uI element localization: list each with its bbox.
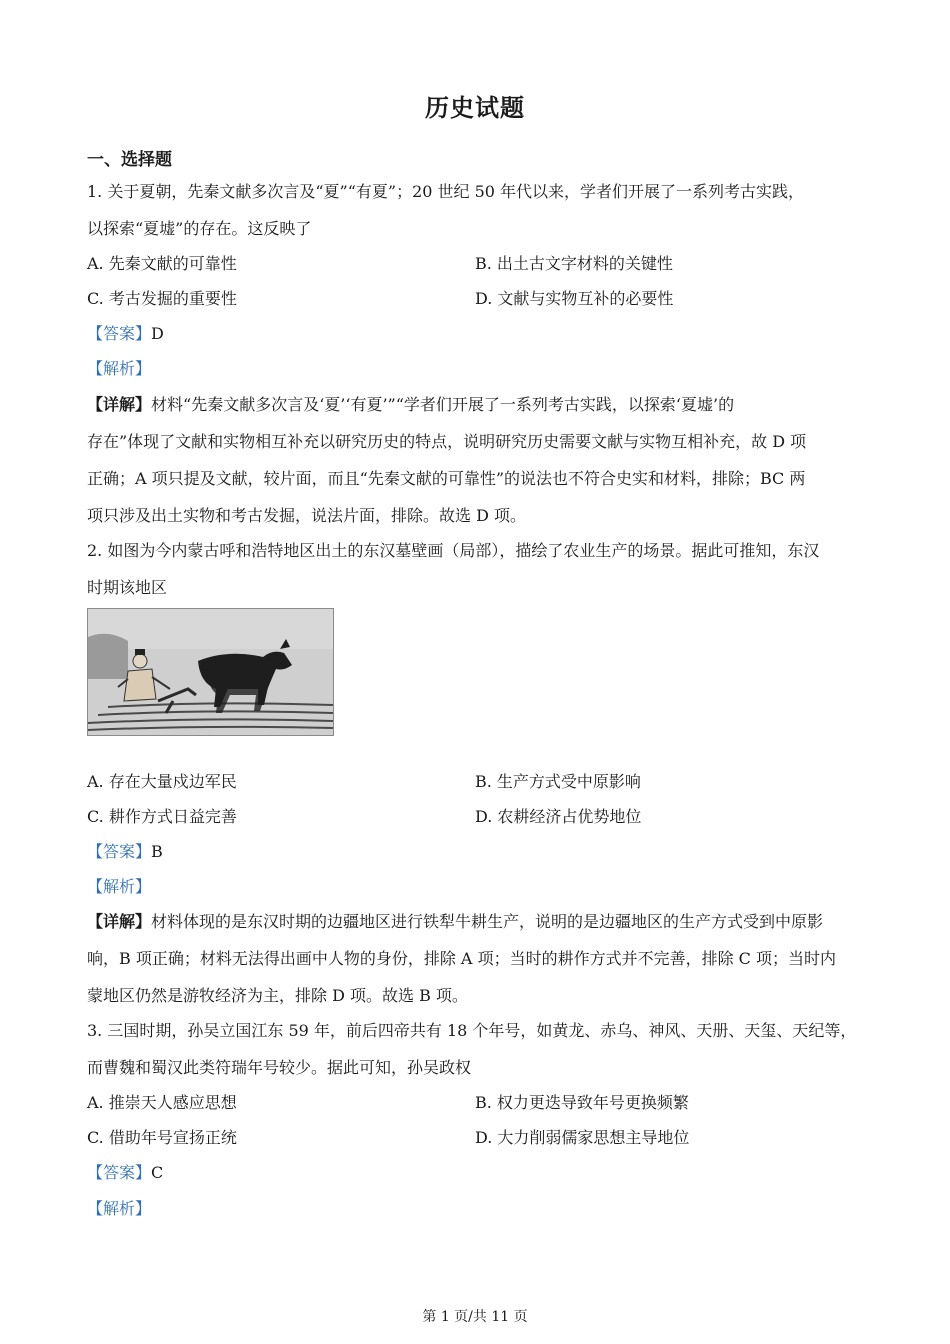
answer-tag: 【答案】 xyxy=(87,842,152,861)
q2-stem-line-1: 2. 如图为今内蒙古呼和浩特地区出土的东汉墓壁画（局部），描绘了农业生产的场景。据此可推知，东汉 xyxy=(87,541,820,560)
q2-analysis-tag: 【解析】 xyxy=(87,877,152,896)
q1-detail-line-2: 存在”体现了文献和实物相互补充以研究历史的特点，说明研究历史需要文献与实物互相补充，故 D 项 xyxy=(87,432,807,451)
detail-tag: 【详解】 xyxy=(87,912,152,931)
answer-value: B xyxy=(151,842,163,861)
q3-stem-line-1: 3. 三国时期，孙吴立国江东 59 年，前后四帝共有 18 个年号，如黄龙、赤乌、神风、天册、天玺、天纪等， xyxy=(87,1021,857,1040)
q3-analysis-tag: 【解析】 xyxy=(87,1199,152,1218)
answer-tag: 【答案】 xyxy=(87,1163,152,1182)
detail-text: 材料“先秦文献多次言及‘夏’‘有夏’”“学者们开展了一系列考古实践，以探索‘夏墟’的 xyxy=(151,395,735,414)
q2-option-c: C. 耕作方式日益完善 xyxy=(87,807,237,826)
q3-answer xyxy=(87,1162,867,1184)
q3-option-a: A. 推崇天人感应思想 xyxy=(87,1093,237,1112)
q3-stem-line-2: 而曹魏和蜀汉此类符瑞年号较少。据此可知，孙吴政权 xyxy=(87,1058,472,1077)
detail-text: 材料体现的是东汉时期的边疆地区进行铁犁牛耕生产，说明的是边疆地区的生产方式受到中原影 xyxy=(151,912,824,931)
q2-answer xyxy=(87,841,867,863)
q2-detail-line-2: 响，B 项正确；材料无法得出画中人物的身份，排除 A 项；当时的耕作方式并不完善，排除 C 项；当时内 xyxy=(87,949,836,968)
q1-stem-line-1: 1. 关于夏朝，先秦文献多次言及“夏”“有夏”；20 世纪 50 年代以来，学者们开展了一系列考古实践， xyxy=(87,182,805,201)
q1-stem-line-2: 以探索“夏墟”的存在。这反映了 xyxy=(87,219,312,238)
q2-option-b: B. 生产方式受中原影响 xyxy=(475,772,641,791)
q1-analysis-tag: 【解析】 xyxy=(87,359,152,378)
detail-tag: 【详解】 xyxy=(87,395,152,414)
mural-image xyxy=(87,608,334,736)
q3-option-b: B. 权力更迭导致年号更换频繁 xyxy=(475,1093,689,1112)
q1-detail-line-1 xyxy=(87,394,867,416)
answer-tag: 【答案】 xyxy=(87,324,152,343)
q2-option-d: D. 农耕经济占优势地位 xyxy=(475,807,642,826)
answer-value: D xyxy=(151,324,164,343)
page-footer: 第 1 页/共 11 页 xyxy=(422,1309,528,1325)
answer-value: C xyxy=(151,1163,164,1182)
ox-plowing-mural-illustration xyxy=(88,609,333,735)
page-title: 历史试题 xyxy=(425,93,525,122)
q3-option-d: D. 大力削弱儒家思想主导地位 xyxy=(475,1128,690,1147)
q2-stem-line-2: 时期该地区 xyxy=(87,578,168,597)
q1-option-d: D. 文献与实物互补的必要性 xyxy=(475,289,674,308)
q2-detail-line-1 xyxy=(87,911,867,933)
q1-option-a: A. 先秦文献的可靠性 xyxy=(87,254,237,273)
q1-detail-line-3: 正确；A 项只提及文献，较片面，而且“先秦文献的可靠性”的说法也不符合史实和材料，排除；BC 两 xyxy=(87,469,806,488)
q2-detail-line-3: 蒙地区仍然是游牧经济为主，排除 D 项。故选 B 项。 xyxy=(87,986,468,1005)
q3-option-c: C. 借助年号宣扬正统 xyxy=(87,1128,237,1147)
section-heading: 一、选择题 xyxy=(87,150,172,170)
q1-answer xyxy=(87,323,867,345)
q1-option-c: C. 考古发掘的重要性 xyxy=(87,289,237,308)
q1-option-b: B. 出土古文字材料的关键性 xyxy=(475,254,673,273)
q2-option-a: A. 存在大量戍边军民 xyxy=(87,772,237,791)
q1-detail-line-4: 项只涉及出土实物和考古发掘，说法片面，排除。故选 D 项。 xyxy=(87,506,527,525)
